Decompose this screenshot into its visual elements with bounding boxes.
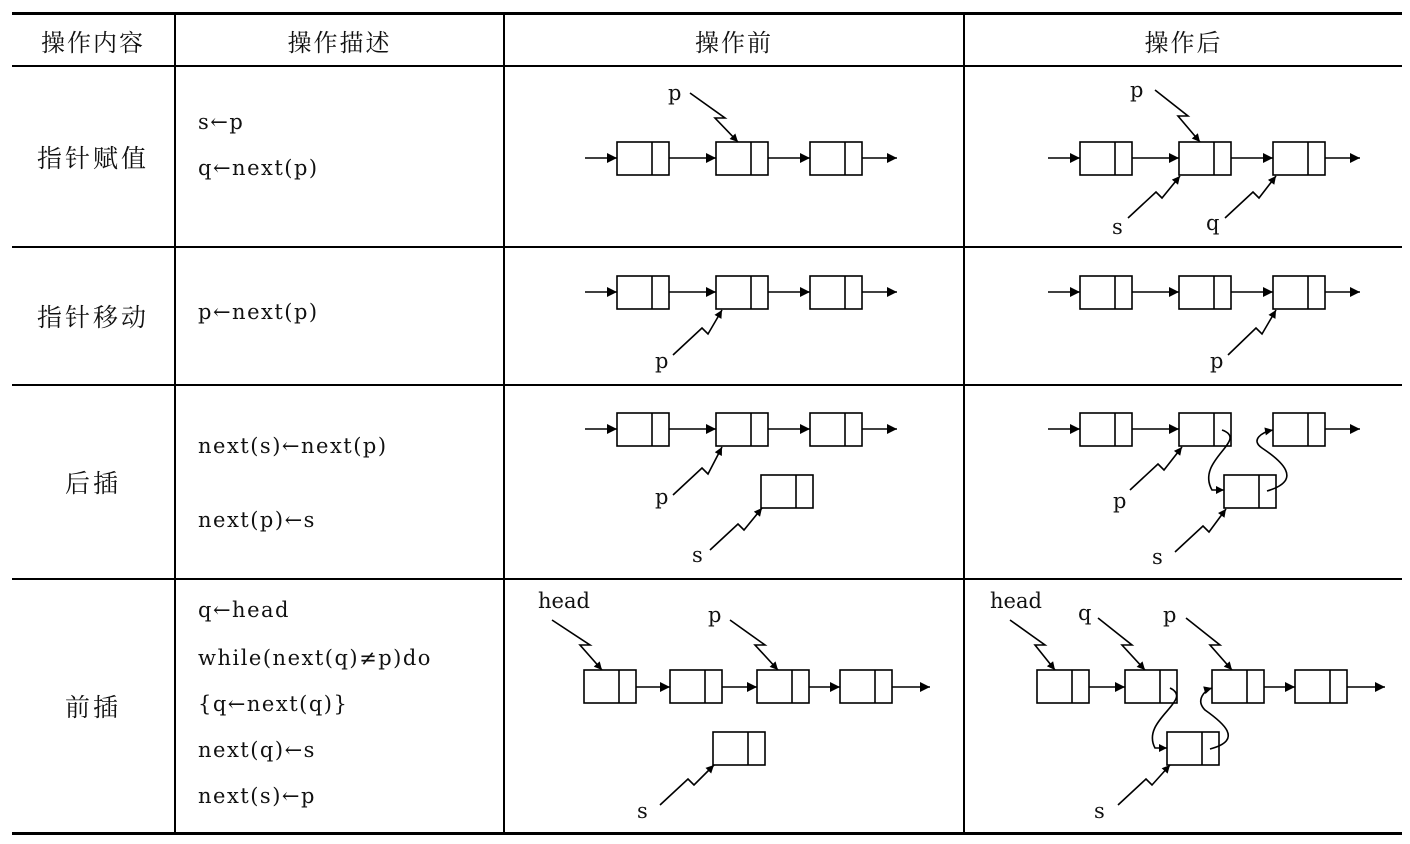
row-3-after-pointer-p: [1130, 447, 1182, 490]
row-3-after-label-p: p: [1113, 489, 1127, 513]
row-4-operation-name: 前插: [64, 693, 121, 722]
row-3-before-pointer-p: [673, 447, 722, 495]
row-3-before-label-s: s: [692, 543, 703, 567]
row-3-after-list: [1048, 413, 1360, 508]
row-2-before-pointer-p: [673, 310, 722, 355]
row-3-before-pointer-s: [710, 508, 762, 550]
row-4-after-label-head: head: [990, 589, 1042, 613]
row-3-after-label-s: s: [1152, 545, 1163, 569]
row-4-after-pointer-p: [1186, 618, 1232, 670]
row-2-after-pointer-p: [1228, 310, 1276, 355]
row-4-before-label-head: head: [538, 589, 590, 613]
row-4-desc-line-4: next(q)←s: [198, 738, 316, 762]
row-4-after-label-q: q: [1078, 601, 1092, 625]
row-3-before-label-p: p: [655, 485, 669, 509]
row-2-operation-name: 指针移动: [36, 303, 149, 332]
row-4-after-pointer-s: [1118, 765, 1170, 805]
row-4-desc-line-1: q←head: [198, 598, 290, 622]
header-description: 操作描述: [287, 28, 392, 57]
row-1-before-label-p: p: [668, 81, 682, 105]
row-2-before-label-p: p: [655, 349, 669, 373]
row-4-before-pointer-head: [552, 620, 602, 670]
row-1-after-label-q: q: [1206, 211, 1220, 235]
row-1-after-pointer-s: [1128, 176, 1180, 218]
row-1-before-list: [585, 142, 897, 175]
row-1-after-list: [1048, 142, 1360, 175]
row-4-before-pointer-p: [730, 620, 778, 670]
row-1-after-label-p: p: [1130, 78, 1144, 102]
row-3-operation-name: 后插: [64, 469, 121, 498]
row-4-after-pointer-head: [1010, 620, 1055, 670]
row-4-after-label-p: p: [1163, 603, 1177, 627]
row-1-operation-name: 指针赋值: [36, 143, 149, 173]
row-4-before-list: [584, 670, 930, 765]
row-2-before-list: [585, 276, 897, 309]
row-4-after-pointer-q: [1098, 618, 1145, 670]
row-3-desc-line-2: next(p)←s: [198, 508, 316, 532]
row-3-desc-line-1: next(s)←next(p): [198, 434, 388, 458]
row-4-desc-line-5: next(s)←p: [198, 784, 316, 808]
row-1-before-pointer-p: [690, 93, 738, 142]
row-2-after-list: [1048, 276, 1360, 309]
row-4-before-label-s: s: [637, 799, 648, 823]
row-1-after-label-s: s: [1112, 215, 1123, 239]
row-4-before-label-p: p: [708, 603, 722, 627]
row-4-before-pointer-s: [660, 765, 714, 805]
row-4-desc-line-3: {q←next(q)}: [198, 692, 349, 716]
row-4-after-label-s: s: [1094, 799, 1105, 823]
row-4-after-list: [1037, 670, 1385, 765]
row-1-desc-line-2: q←next(p): [198, 156, 319, 180]
row-4-desc-line-2: while(next(q)≠p)do: [198, 646, 432, 670]
header-content: 操作内容: [41, 28, 145, 57]
row-1-desc-line-1: s←p: [198, 110, 245, 134]
row-1-after-pointer-q: [1225, 176, 1276, 218]
row-3-after-pointer-s: [1175, 509, 1226, 552]
header-after: 操作后: [1144, 28, 1223, 57]
row-3-before-list: [585, 413, 897, 508]
row-2-desc-line-1: p←next(p): [198, 300, 319, 324]
row-1-after-pointer-p: [1155, 90, 1200, 142]
header-before: 操作前: [695, 28, 773, 57]
row-2-after-label-p: p: [1210, 349, 1224, 373]
